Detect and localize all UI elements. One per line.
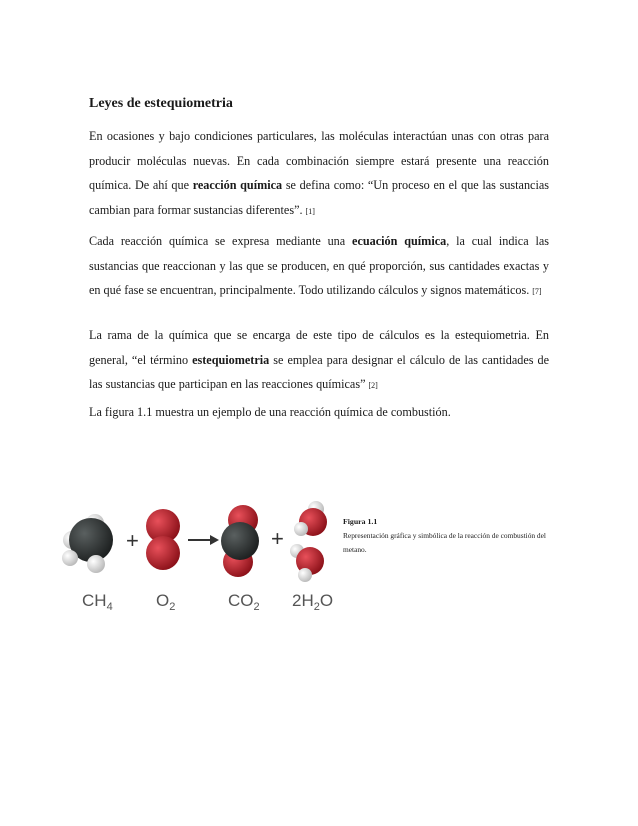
plus-operator-2: + bbox=[271, 526, 284, 551]
hydrogen-atom bbox=[62, 550, 78, 566]
hydrogen-atom bbox=[294, 522, 308, 536]
plus-operator-1: + bbox=[126, 528, 139, 553]
hydrogen-atom bbox=[298, 568, 312, 582]
paragraph-3-text-b: se emplea para designar el cálculo de las cantidades de las sustancias que participan en las reacciones químicas” bbox=[89, 352, 549, 391]
carbon-atom bbox=[221, 522, 259, 560]
oxygen-atom bbox=[146, 536, 180, 570]
paragraph-3-text-a: La rama de la química que se encarga de este tipo de cálculos es la estequiometria. En general, “el término bbox=[89, 328, 549, 367]
paragraph-1 bbox=[89, 124, 549, 224]
citation-ref-3: [2] bbox=[368, 381, 378, 390]
carbon-dioxide-label: $CO_2$ bbox=[228, 591, 260, 613]
reaction-figure bbox=[54, 478, 350, 618]
reaction-illustration bbox=[54, 478, 350, 618]
methane-label: $CH_4$ bbox=[82, 591, 113, 613]
paragraph-2-text-a: Cada reacción química se expresa mediante una bbox=[89, 234, 353, 248]
paragraph-1-bold-term: reacción química bbox=[192, 178, 283, 192]
caption-title: Figura 1.1 bbox=[343, 517, 378, 526]
water-label: $2H_2O$ bbox=[292, 591, 334, 613]
section-title: Leyes de estequiometria bbox=[89, 96, 233, 111]
paragraph-3 bbox=[89, 323, 549, 399]
caption-text: Representación gráfica y simbólica de la reacción de combustión del metano. bbox=[343, 531, 546, 554]
paragraph-1-text-b: se defina como: “Un proceso en el que las sustancias cambian para formar sustancias diferentes”. bbox=[89, 178, 549, 217]
figure-caption bbox=[343, 515, 553, 557]
hydrogen-atom bbox=[87, 555, 105, 573]
paragraph-2-bold-term: ecuación química bbox=[352, 234, 447, 248]
oxygen-label: $O_2$ bbox=[156, 591, 176, 613]
citation-ref-2: [7] bbox=[532, 287, 542, 296]
paragraph-4: La figura 1.1 muestra un ejemplo de una reacción química de combustión. bbox=[89, 405, 451, 419]
paragraph-2-text-b: , la cual indica las sustancias que reaccionan y las que se producen, en qué proporción, sus cantidades exactas y en qué fase se encuentran, principalmente. Todo utilizando cálculos y signos matemáticos. bbox=[89, 234, 549, 297]
paragraph-3-bold-term: estequiometria bbox=[192, 352, 270, 367]
paragraph-2 bbox=[89, 229, 549, 305]
paragraph-1-text-a: En ocasiones y bajo condiciones particulares, las moléculas interactúan unas con otras para producir moléculas nuevas. En cada combinación siempre estará presente una reacción química. De ahí que bbox=[89, 129, 549, 192]
citation-ref-1: [1] bbox=[305, 206, 315, 216]
